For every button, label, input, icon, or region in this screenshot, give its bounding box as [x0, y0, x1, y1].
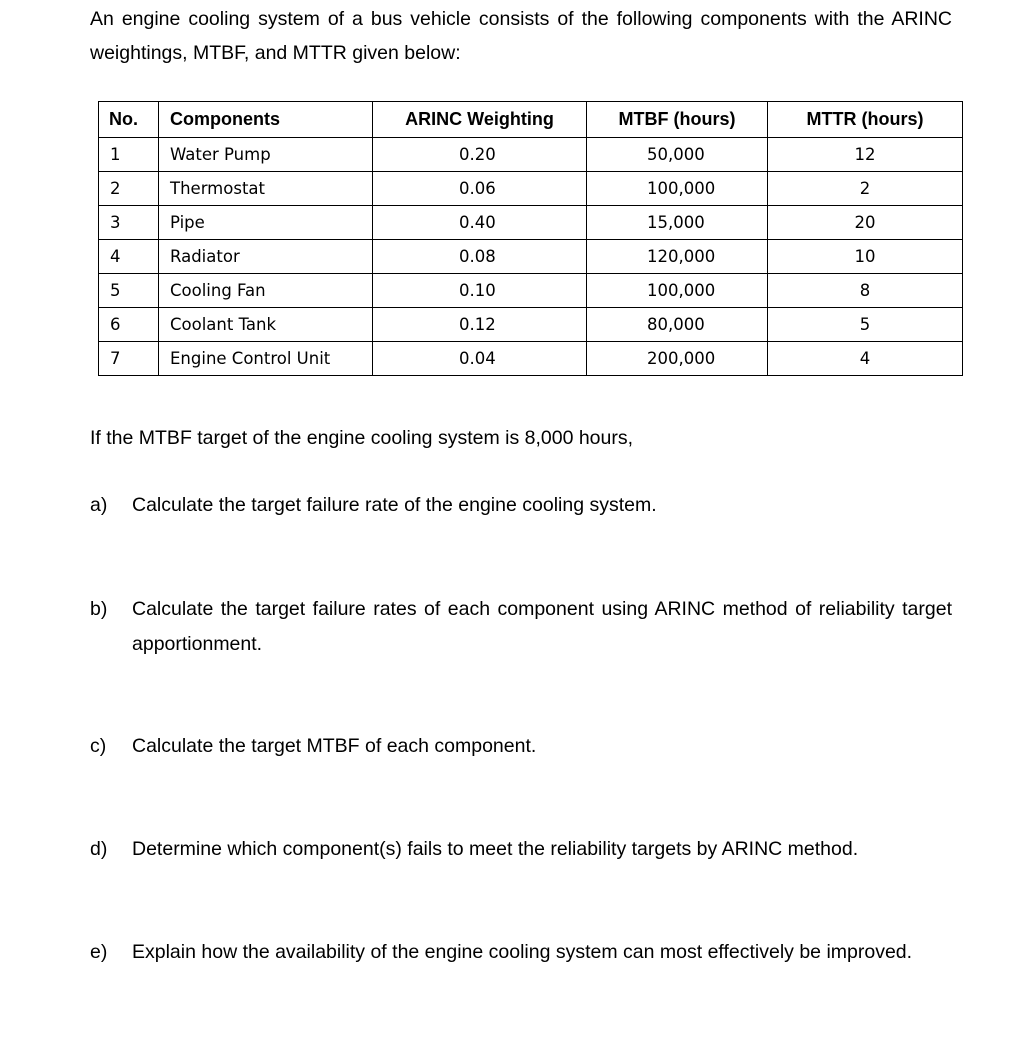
cell-mttr: 2	[768, 172, 963, 206]
cell-mttr: 12	[768, 138, 963, 172]
table-row	[99, 342, 963, 376]
question-d	[90, 832, 952, 867]
cell-component: Radiator	[159, 240, 373, 274]
header-arinc-weighting: ARINC Weighting	[373, 102, 587, 138]
header-mttr: MTTR (hours)	[768, 102, 963, 138]
table-row	[99, 172, 963, 206]
target-statement: If the MTBF target of the engine cooling system is 8,000 hours,	[90, 427, 634, 449]
cell-component: Engine Control Unit	[159, 342, 373, 376]
cell-mttr: 20	[768, 206, 963, 240]
question-e	[90, 935, 952, 970]
question-text: Calculate the target failure rate of the engine cooling system.	[132, 494, 657, 516]
cell-arinc: 0.20	[373, 138, 587, 172]
components-table	[98, 101, 963, 376]
cell-component: Water Pump	[159, 138, 373, 172]
question-letter: e)	[90, 941, 108, 963]
cell-arinc: 0.40	[373, 206, 587, 240]
cell-mtbf: 100,000	[587, 172, 768, 206]
cell-mtbf: 100,000	[587, 274, 768, 308]
cell-arinc: 0.04	[373, 342, 587, 376]
question-a	[90, 488, 952, 523]
cell-arinc: 0.12	[373, 308, 587, 342]
cell-no: 2	[99, 172, 159, 206]
table-row	[99, 138, 963, 172]
table-row	[99, 240, 963, 274]
cell-arinc: 0.08	[373, 240, 587, 274]
cell-no: 4	[99, 240, 159, 274]
cell-mttr: 10	[768, 240, 963, 274]
cell-arinc: 0.10	[373, 274, 587, 308]
question-letter: c)	[90, 735, 107, 757]
question-letter: a)	[90, 494, 108, 516]
cell-component: Thermostat	[159, 172, 373, 206]
question-c	[90, 729, 952, 764]
cell-no: 3	[99, 206, 159, 240]
cell-mtbf: 50,000	[587, 138, 768, 172]
cell-mtbf: 80,000	[587, 308, 768, 342]
question-text: Calculate the target MTBF of each component.	[132, 735, 537, 757]
question-b	[90, 592, 952, 662]
cell-mttr: 8	[768, 274, 963, 308]
cell-mttr: 4	[768, 342, 963, 376]
question-text: Explain how the availability of the engine cooling system can most effectively be improved.	[132, 941, 913, 963]
cell-no: 7	[99, 342, 159, 376]
cell-no: 5	[99, 274, 159, 308]
intro-paragraph: An engine cooling system of a bus vehicle consists of the following components with the ARINC weightings, MTBF, and MTTR given below:	[90, 8, 952, 64]
cell-component: Pipe	[159, 206, 373, 240]
question-letter: b)	[90, 598, 108, 620]
table-row	[99, 206, 963, 240]
table-header-row	[99, 102, 963, 138]
cell-no: 6	[99, 308, 159, 342]
cell-mtbf: 120,000	[587, 240, 768, 274]
question-letter: d)	[90, 838, 108, 860]
cell-no: 1	[99, 138, 159, 172]
table-row	[99, 274, 963, 308]
header-mtbf: MTBF (hours)	[587, 102, 768, 138]
cell-mtbf: 15,000	[587, 206, 768, 240]
cell-mtbf: 200,000	[587, 342, 768, 376]
cell-component: Cooling Fan	[159, 274, 373, 308]
question-text: Calculate the target failure rates of each component using ARINC method of reliability target apportionment.	[132, 598, 952, 655]
question-text: Determine which component(s) fails to meet the reliability targets by ARINC method.	[132, 838, 859, 860]
header-components: Components	[159, 102, 373, 138]
table-row	[99, 308, 963, 342]
cell-arinc: 0.06	[373, 172, 587, 206]
header-no: No.	[99, 102, 159, 138]
cell-mttr: 5	[768, 308, 963, 342]
cell-component: Coolant Tank	[159, 308, 373, 342]
